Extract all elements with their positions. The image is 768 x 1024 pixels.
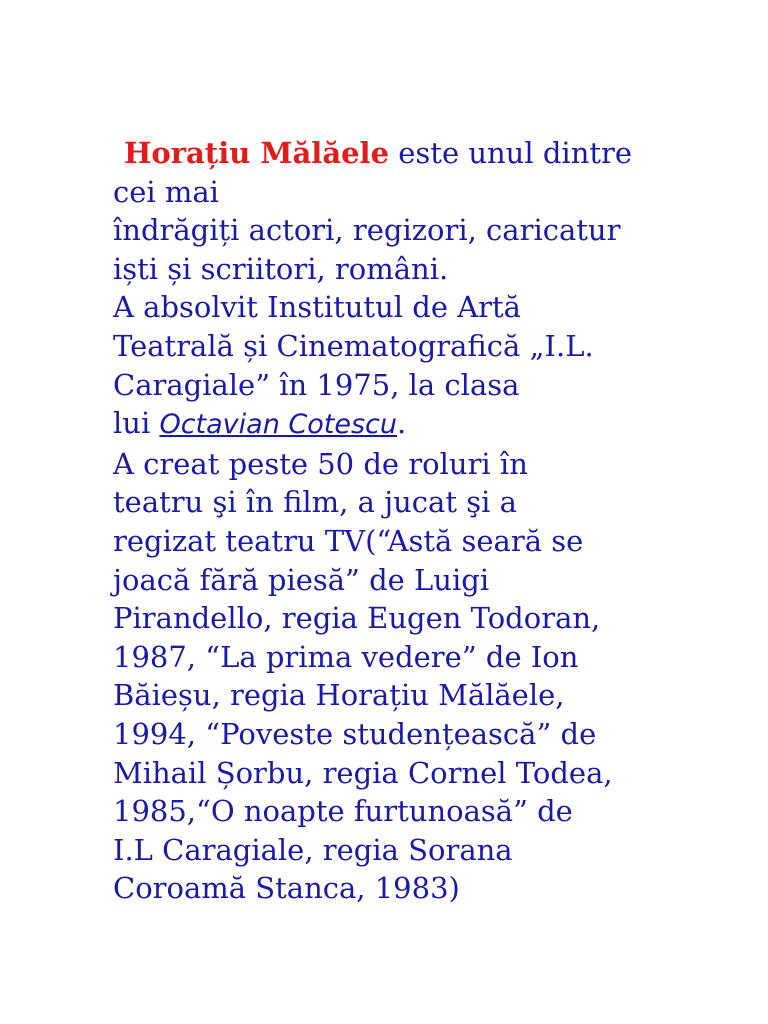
text-line-4: iști și scriitori, români. [113, 251, 449, 286]
teacher-name-link[interactable]: Octavian Cotescu [159, 409, 397, 441]
text-line-2: cei mai [113, 174, 219, 209]
text-line-13: Pirandello, regia Eugen Todoran, [113, 601, 601, 636]
text-line-6: Teatrală și Cinematografică „I.L. [113, 328, 594, 363]
text-line-1 [113, 134, 673, 173]
text-line-5: A absolvit Institutul de Artă [113, 290, 521, 325]
text-fragment: . [397, 406, 407, 441]
text-line-11: regizat teatru TV(“Astă seară se [113, 523, 584, 558]
text-line-3: îndrăgiți actori, regizori, caricatur [113, 213, 621, 248]
text-fragment: lui [113, 406, 160, 441]
biography-text [113, 134, 673, 908]
text-line-7: Caragiale” în 1975, la clasa [113, 367, 520, 402]
text-line-14: 1987, “La prima vedere” de Ion [113, 639, 579, 674]
text-line-17: Mihail Șorbu, regia Cornel Todea, [113, 755, 613, 790]
text-line-12: joacă fără piesă” de Luigi [113, 562, 490, 597]
text-line-9: A creat peste 50 de roluri în [113, 446, 528, 481]
person-name: Horațiu Mălăele [124, 136, 390, 170]
text-line-20: Coroamă Stanca, 1983) [113, 871, 460, 906]
text-fragment: este unul dintre [389, 136, 633, 170]
text-line-16: 1994, “Poveste studențească” de [113, 716, 597, 751]
text-line-19: I.L Caragiale, regia Sorana [113, 832, 513, 867]
text-line-18: 1985,“O noapte furtunoasă” de [113, 794, 573, 829]
text-line-8 [113, 404, 673, 445]
text-line-10: teatru şi în film, a jucat şi a [113, 485, 517, 520]
text-line-15: Băieșu, regia Horațiu Mălăele, [113, 678, 565, 713]
